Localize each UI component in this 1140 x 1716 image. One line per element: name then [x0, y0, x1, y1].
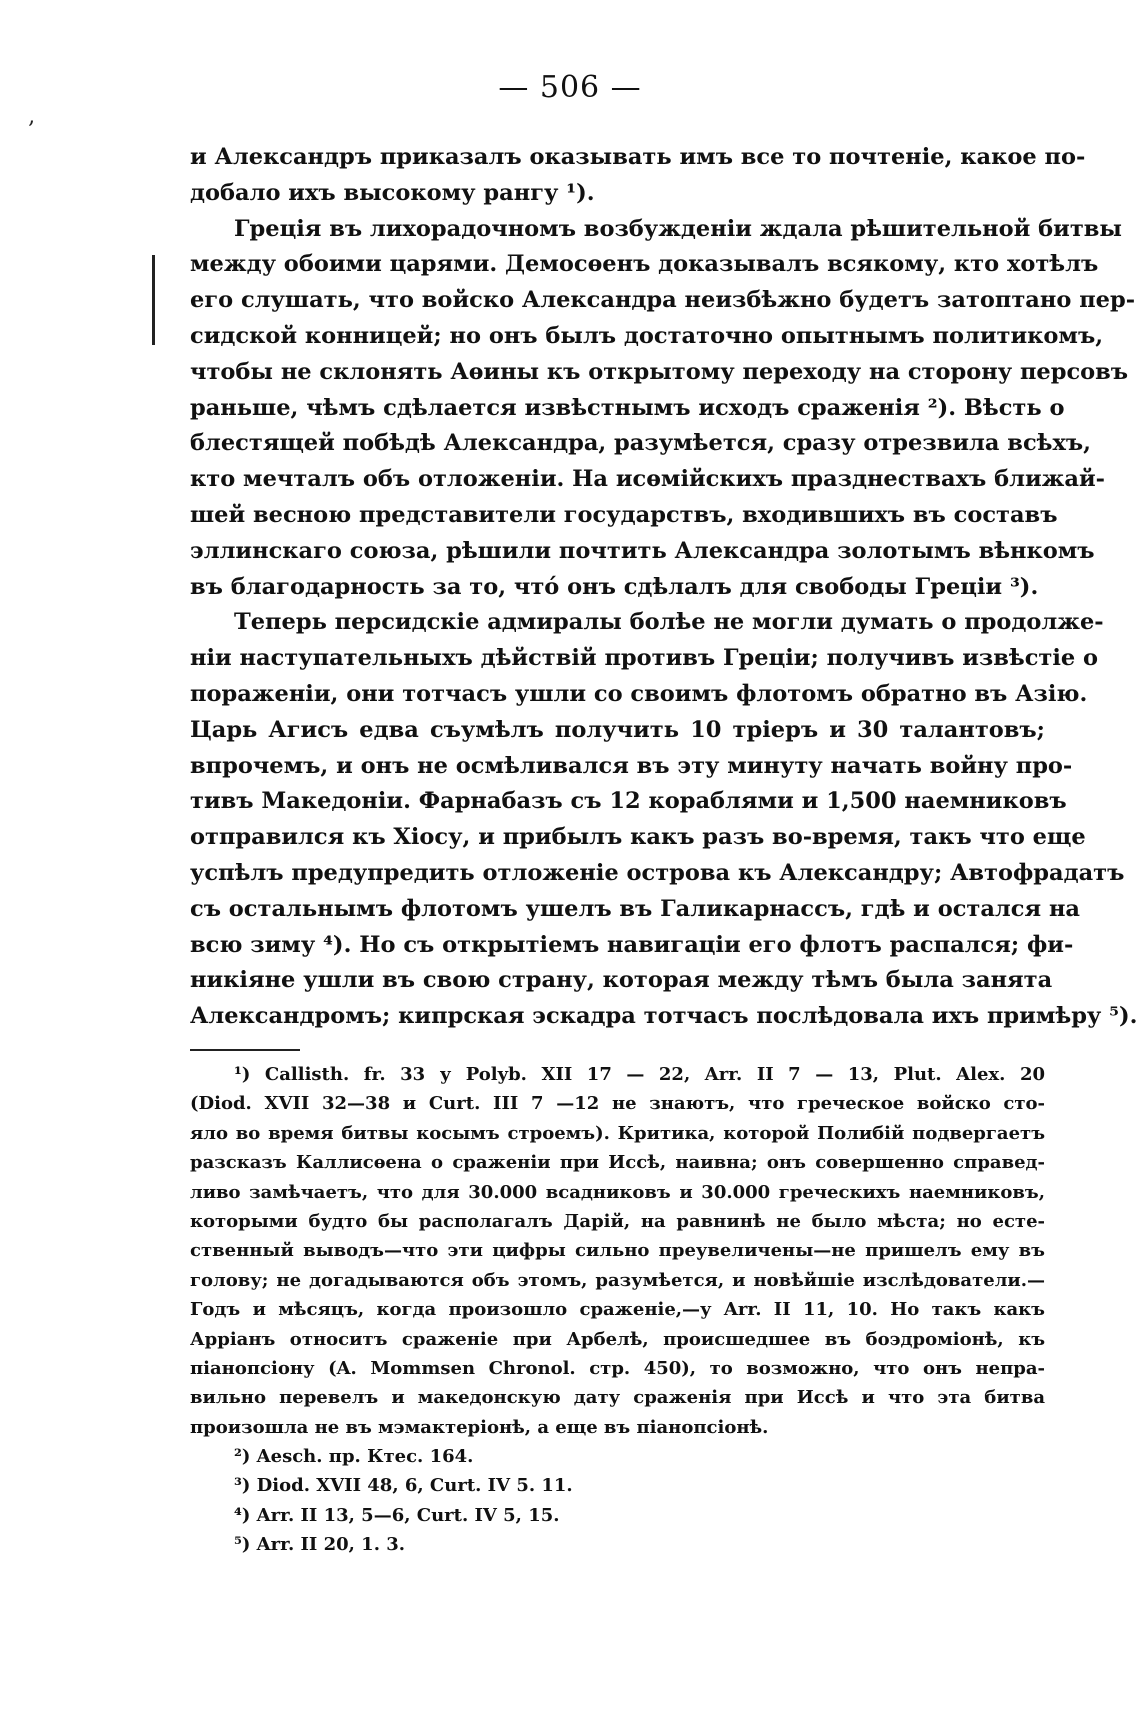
- footnote-line: голову; не догадываются объ этомъ, разумѣется, и новѣйшіе изслѣдователи.—: [190, 1269, 1045, 1291]
- body-line: ніи наступательныхъ дѣйствій противъ Греціи; получивъ извѣстіе о: [190, 645, 1099, 672]
- footnote-line: разсказъ Каллисѳена о сраженіи при Иссѣ, наивна; онъ совершенно справед-: [190, 1152, 1045, 1174]
- body-line: между обоими царями. Демосѳенъ доказывалъ всякому, кто хотѣлъ: [190, 251, 1099, 278]
- margin-mark: ‚: [28, 104, 35, 129]
- footnote-5: ⁵) Arr. II 20, 1. 3.: [234, 1534, 406, 1556]
- margin-bar: [152, 255, 155, 345]
- body-line: пораженіи, они тотчасъ ушли со своимъ флотомъ обратно въ Азію.: [190, 680, 1088, 707]
- footnote-line: произошла не въ мэмактеріонѣ, а еще въ піанопсіонѣ.: [190, 1416, 769, 1438]
- body-line: въ благодарность за то, что́ онъ сдѣлалъ для свободы Греціи ³).: [190, 573, 1039, 600]
- footnote-line: вильно перевелъ и македонскую дату сраженія при Иссѣ и что эта битва: [190, 1387, 1045, 1409]
- body-line: кто мечталъ объ отложеніи. На исѳмійскихъ празднествахъ ближай-: [190, 466, 1105, 493]
- body-line: и Александръ приказалъ оказывать имъ все то почтеніе, какое по-: [190, 144, 1086, 170]
- footnote-line: Арріанъ относитъ сраженіе при Арбелѣ, происшедшее въ боэдроміонѣ, къ: [190, 1328, 1045, 1350]
- body-line: добало ихъ высокому рангу ¹).: [190, 179, 595, 206]
- body-line: чтобы не склонять Аѳины къ открытому переходу на сторону персовъ: [190, 358, 1129, 385]
- body-line: Александромъ; кипрская эскадра тотчасъ послѣдовала ихъ примѣру ⁵).: [190, 1003, 1138, 1030]
- body-line: впрочемъ, и онъ не осмѣливался въ эту минуту начать войну про-: [190, 752, 1073, 779]
- body-line: блестящей побѣдѣ Александра, разумѣется, сразу отрезвила всѣхъ,: [190, 430, 1091, 457]
- footnote-3: ³) Diod. XVII 48, 6, Curt. IV 5. 11.: [234, 1475, 573, 1497]
- body-line: сидской конницей; но онъ былъ достаточно опытнымъ политикомъ,: [190, 322, 1104, 349]
- footnotes: [190, 1060, 1045, 1560]
- body-line: съ остальнымъ флотомъ ушелъ въ Галикарнассъ, гдѣ и остался на: [190, 895, 1081, 922]
- footnote-line: (Diod. XVII 32—38 и Curt. III 7 —12 не знаютъ, что греческое войско сто-: [190, 1093, 1045, 1115]
- body-line: Царь Агисъ едва съумѣлъ получить 10 тріеръ и 30 талантовъ;: [190, 716, 1045, 743]
- body-line: шей весною представители государствъ, входившихъ въ составъ: [190, 501, 1058, 528]
- page-number: — 506 —: [498, 70, 642, 105]
- footnote-line: которыми будто бы располагалъ Дарій, на равнинѣ не было мѣста; но есте-: [190, 1210, 1045, 1232]
- footnote-line: ливо замѣчаетъ, что для 30.000 всадниковъ и 30.000 греческихъ наемниковъ,: [190, 1181, 1045, 1203]
- body-line: отправился къ Хіосу, и прибылъ какъ разъ во-время, такъ что еще: [190, 824, 1086, 851]
- body-line: Греція въ лихорадочномъ возбужденіи ждала рѣшительной битвы: [234, 215, 1122, 242]
- body-line: никіяне ушли въ свою страну, которая между тѣмъ была занята: [190, 967, 1053, 994]
- footnote-line: Годъ и мѣсяцъ, когда произошло сраженіе,—у Arr. II 11, 10. Но такъ какъ: [190, 1299, 1045, 1321]
- body-line: его слушать, что войско Александра неизбѣжно будетъ затоптано пер-: [190, 287, 1136, 314]
- body-line: эллинскаго союза, рѣшили почтить Александра золотымъ вѣнкомъ: [190, 537, 1095, 564]
- footnote-line: піанопсіону (A. Mommsen Chronol. стр. 450), то возможно, что онъ непра-: [190, 1357, 1045, 1379]
- body-line: успѣлъ предупредить отложеніе острова къ Александру; Автофрадатъ: [190, 859, 1125, 886]
- footnote-rule: [190, 1049, 300, 1051]
- body-line: раньше, чѣмъ сдѣлается извѣстнымъ исходъ сраженія ²). Вѣсть о: [190, 394, 1065, 421]
- footnote-2: ²) Aesch. пр. Ктес. 164.: [234, 1446, 474, 1468]
- body-line: тивъ Македоніи. Фарнабазъ съ 12 кораблями и 1,500 наемниковъ: [190, 788, 1067, 815]
- footnote-line: яло во время битвы косымъ строемъ). Критика, которой Полибій подвергаетъ: [190, 1122, 1045, 1144]
- body-line: Теперь персидскіе адмиралы болѣе не могли думать о продолже-: [234, 609, 1104, 636]
- footnote-line: ¹) Callisth. fr. 33 у Polyb. XII 17 — 22, Arr. II 7 — 13, Plut. Alex. 20: [234, 1064, 1045, 1085]
- body-text: [190, 140, 1138, 1035]
- footnote-line: ственный выводъ—что эти цифры сильно преувеличены—не пришелъ ему въ: [190, 1240, 1045, 1262]
- footnote-4: ⁴) Arr. II 13, 5—6, Curt. IV 5, 15.: [234, 1504, 560, 1526]
- body-line: всю зиму ⁴). Но съ открытіемъ навигаціи его флотъ распался; фи-: [190, 931, 1074, 958]
